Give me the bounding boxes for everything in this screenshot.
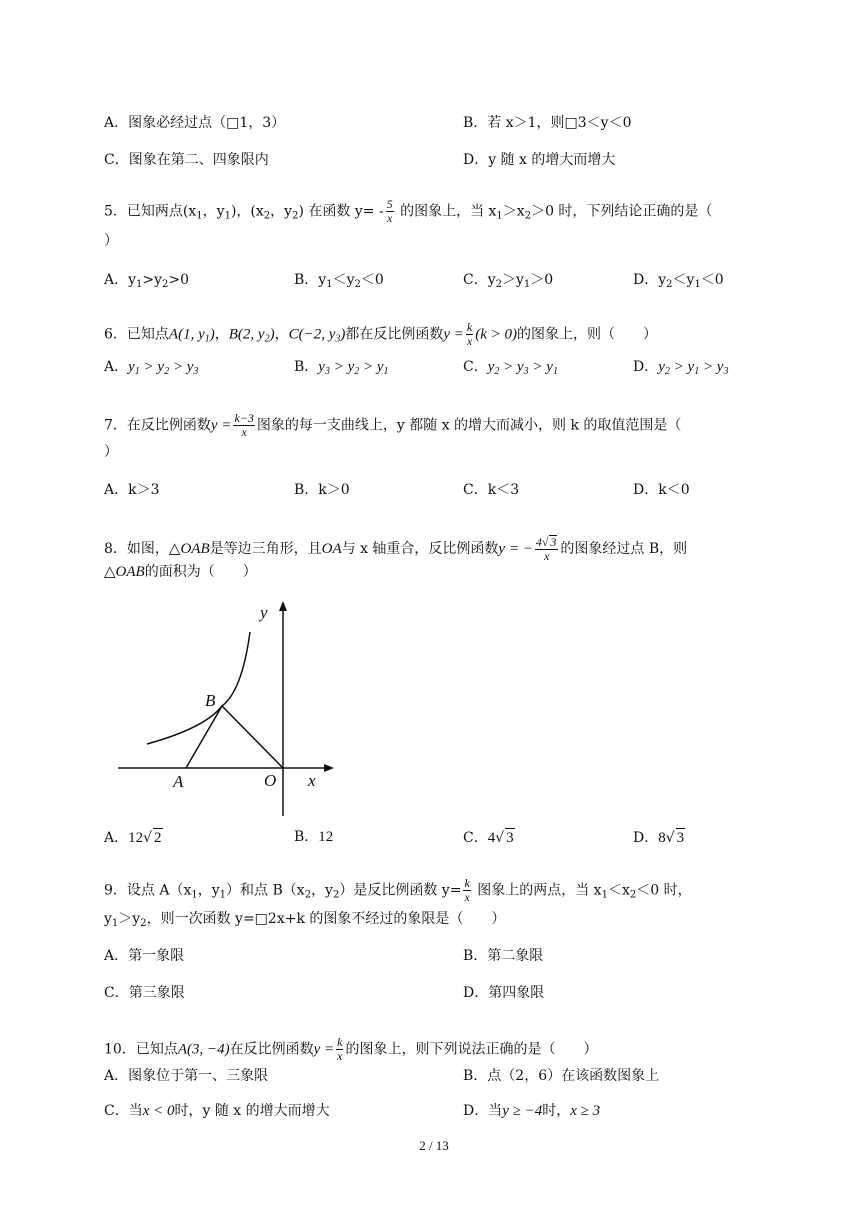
q9-option-a: A．第一象限	[104, 948, 185, 964]
q4-option-b: B．若 x＞1，则□3＜y＜0	[463, 115, 632, 131]
q8-stem-line2: △OAB的面积为（ ）	[104, 564, 257, 580]
q10-stem: 10．已知点A(3, −4)在反比例函数y = $\frac{k}{x}$ 的图象上，则下列说法正确的是（ ）	[104, 1035, 598, 1063]
q8-option-c: C．4√ 3	[463, 830, 514, 846]
hyperbola-curve	[147, 632, 250, 744]
q7-stem-end: ）	[104, 444, 118, 460]
q9-stem: 9．设点 $A(x_1$，$y_1$）和点 $B(x_2$，$y_2$）是反比例函数 y= $\frac{k}{x}$ 图象上的两点，当 $x_1<x_2<0$ 时，	[104, 876, 692, 904]
label-a: A	[173, 772, 184, 791]
q10-option-d: D．当y ≥ −4时，x ≥ 3	[463, 1103, 601, 1119]
q10-option-a: A．图象位于第一、三象限	[104, 1068, 269, 1084]
q9-option-d: D．第四象限	[463, 985, 545, 1001]
q7-option-d: D．k＜0	[633, 482, 690, 498]
q7-option-c: C．k＜3	[463, 482, 520, 498]
q6-option-c: C．$y_2 > y_3 > y_1$	[463, 359, 558, 377]
triangle-oab	[186, 706, 283, 768]
q10-option-c: C．当x < 0时，y 随 x 的增大而增大	[104, 1103, 330, 1119]
page-number: 2 / 13	[419, 1138, 449, 1153]
q9-fraction: $\frac{k}{x}$	[464, 876, 470, 904]
q9-stem-line2: $y_1>y_2$，则一次函数 y=□2x+k 的图象不经过的象限是（ ）	[104, 911, 506, 929]
q5-stem: 5．已知两点($x_1$，$y_1$)，($x_2$，$y_2$) 在函数 y= - $\frac{5}{x}$ 的图象上，当 $x_1>x_2>0$ 时，下列结论正确的是（	[104, 197, 713, 225]
q10-fraction: $\frac{k}{x}$	[337, 1035, 343, 1063]
q7-option-a: A．k＞3	[104, 482, 160, 498]
q8-option-d: D．8√ 3	[633, 830, 685, 846]
q8-option-a: A．12√ 2	[104, 830, 162, 846]
q4-option-c: C．图象在第二、四象限内	[104, 152, 269, 168]
x-axis-arrow	[324, 764, 334, 772]
q6-option-b: B．$y_3 > y_2 > y_1$	[294, 359, 389, 377]
q8-option-b: B．12	[294, 829, 334, 845]
q9-option-c: C．第三象限	[104, 985, 185, 1001]
q5-fraction: $\frac{5}{x}$	[386, 197, 393, 225]
q10-option-b: B．点（2，6）在该函数图象上	[463, 1068, 660, 1084]
q6-option-a: A．$y_1 > y_2 > y_3$	[104, 359, 199, 377]
q4-option-a: A．图象必经过点（□1，3）	[104, 115, 286, 131]
q5-option-d: D．$y_2<y_1<0$	[633, 272, 724, 290]
label-b: B	[205, 691, 216, 710]
q9-option-b: B．第二象限	[463, 948, 544, 964]
q7-fraction: $\frac{k-3}{x}$	[234, 411, 254, 439]
q6-option-d: D．$y_2 > y_1 > y_3$	[633, 359, 729, 377]
q8-figure	[110, 596, 350, 826]
q5-option-b: B．$y_1<y_2<0$	[294, 272, 384, 290]
q5-stem-end: ）	[104, 233, 118, 249]
q8-fraction: $\frac{4√ 3}{x}$	[535, 535, 557, 563]
q8-stem: 8．如图，△OAB是等边三角形，且OA与 x 轴重合，反比例函数y = − $\frac{4√ 3}{x}$ 的图象经过点 B，则	[104, 535, 688, 563]
q6-stem: 6．已知点A(1, $y_1$)，B(2, $y_2$)，C(−2, $y_3$)都在反比例函数y = $\frac{k}{x}$ (k > 0)的图象上，则（ ）	[104, 320, 657, 348]
label-y: y	[260, 603, 268, 622]
q4-option-d: D．y 随 x 的增大而增大	[463, 152, 616, 168]
q7-stem: 7．在反比例函数y = $\frac{k-3}{x}$ 图象的每一支曲线上，y 都随 x 的增大而减小，则 k 的取值范围是（	[104, 411, 682, 439]
q5-option-c: C．$y_2>y_1>0$	[463, 272, 554, 290]
label-x: x	[308, 771, 316, 790]
q5-option-a: A．$y_1>y_2>0$	[104, 272, 190, 290]
label-o: O	[264, 771, 277, 790]
y-axis-arrow	[279, 601, 287, 611]
q6-fraction: $\frac{k}{x}$	[466, 320, 473, 348]
q7-option-b: B．k＞0	[294, 482, 350, 498]
